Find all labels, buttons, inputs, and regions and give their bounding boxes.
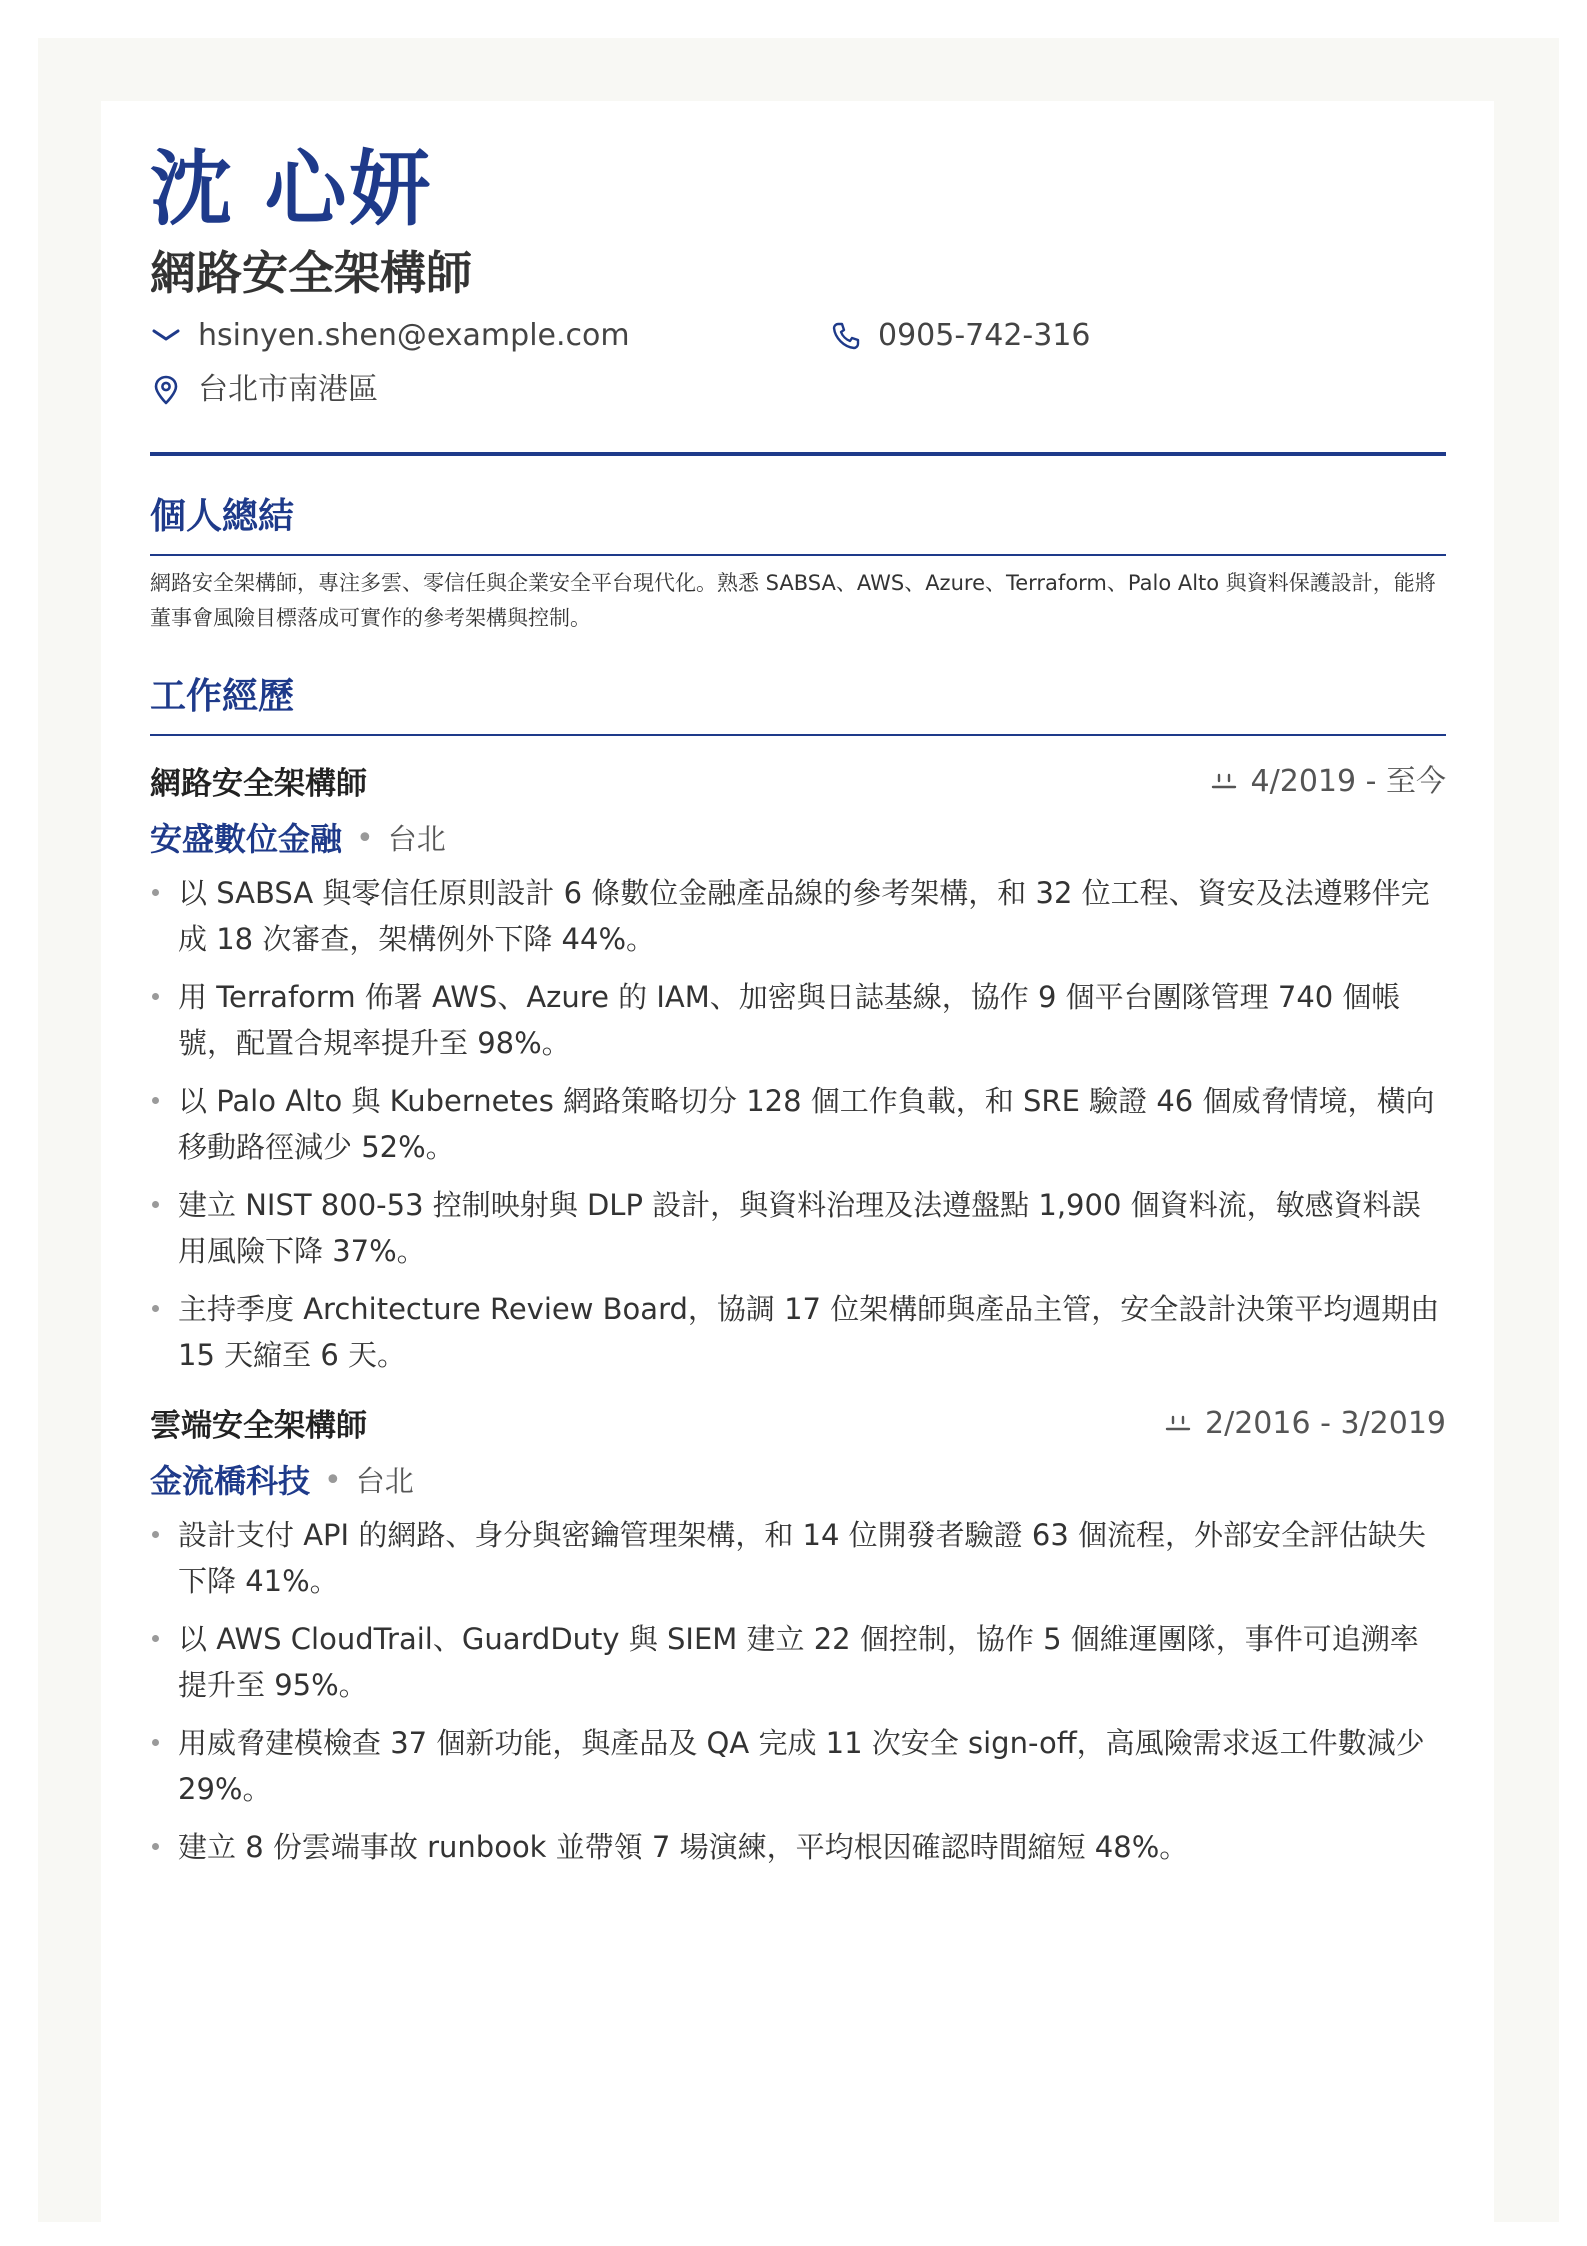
summary-heading: 個人總結 (150, 492, 1446, 556)
job-date (1211, 760, 1446, 804)
separator-dot: • (356, 821, 374, 856)
location-pin-icon (150, 374, 182, 406)
job-header (150, 760, 1446, 808)
bullet-item: 主持季度 Architecture Review Board，協調 17 位架構師與產品主管，安全設計決策平均週期由 15 天縮至 6 天。 (150, 1286, 1446, 1378)
calendar-icon (1211, 769, 1237, 795)
job-entry (150, 760, 1446, 1378)
job-date-text: 2/2016 - 3/2019 (1205, 1406, 1446, 1441)
contact-email[interactable] (150, 316, 630, 356)
bullet-item: 以 Palo Alto 與 Kubernetes 網路策略切分 128 個工作負載，和 SRE 驗證 46 個威脅情境，橫向移動路徑減少 52%。 (150, 1078, 1446, 1170)
contact-info (150, 316, 1446, 436)
email-text: hsinyen.shen@example.com (198, 318, 630, 353)
job-role: 網路安全架構師 (150, 766, 367, 802)
bullet-item: 用威脅建模檢查 37 個新功能，與產品及 QA 完成 11 次安全 sign-off，高風險需求返工件數減少 29%。 (150, 1720, 1446, 1812)
job-entry (150, 1402, 1446, 1870)
separator-dot: • (324, 1463, 342, 1498)
company-name: 安盛數位金融 (150, 820, 343, 858)
bullet-item: 以 AWS CloudTrail、GuardDuty 與 SIEM 建立 22 個控制，協作 5 個維運團隊，事件可追溯率提升至 95%。 (150, 1616, 1446, 1708)
job-date-text: 4/2019 - 至今 (1250, 764, 1446, 799)
phone-text: 0905-742-316 (878, 318, 1091, 353)
bullet-item: 以 SABSA 與零信任原則設計 6 條數位金融產品線的參考架構，和 32 位工程、資安及法遵夥伴完成 18 次審查，架構例外下降 44%。 (150, 870, 1446, 962)
job-bullets (150, 870, 1446, 1378)
job-org (150, 1458, 1446, 1504)
job-city: 台北 (387, 822, 446, 856)
calendar-icon (1165, 1411, 1191, 1437)
header-divider (150, 452, 1446, 456)
summary-text: 網路安全架構師，專注多雲、零信任與企業安全平台現代化。熟悉 SABSA、AWS、Azure、Terraform、Palo Alto 與資料保護設計，能將董事會風險目標落成可實作的參考架構與控制。 (150, 571, 1436, 630)
job-city: 台北 (355, 1464, 414, 1498)
resume-content (150, 140, 1446, 1882)
bullet-item: 建立 NIST 800-53 控制映射與 DLP 設計，與資料治理及法遵盤點 1,900 個資料流，敏感資料誤用風險下降 37%。 (150, 1182, 1446, 1274)
experience-heading: 工作經歷 (150, 672, 1446, 736)
job-date (1165, 1402, 1446, 1446)
job-bullets (150, 1512, 1446, 1870)
bullet-item: 建立 8 份雲端事故 runbook 並帶領 7 場演練，平均根因確認時間縮短 48%。 (150, 1824, 1446, 1870)
location-text: 台北市南港區 (198, 372, 378, 407)
contact-location (150, 370, 378, 410)
bullet-item: 用 Terraform 佈署 AWS、Azure 的 IAM、加密與日誌基線，協作 9 個平台團隊管理 740 個帳號，配置合規率提升至 98%。 (150, 974, 1446, 1066)
job-org (150, 816, 1446, 862)
candidate-title: 網路安全架構師 (150, 246, 472, 300)
chevron-mail-icon (150, 320, 182, 352)
job-role: 雲端安全架構師 (150, 1408, 367, 1444)
bullet-item: 設計支付 API 的網路、身分與密鑰管理架構，和 14 位開發者驗證 63 個流程，外部安全評估缺失下降 41%。 (150, 1512, 1446, 1604)
phone-icon (830, 320, 862, 352)
job-header (150, 1402, 1446, 1450)
contact-phone[interactable] (830, 316, 1091, 356)
company-name: 金流橋科技 (150, 1462, 311, 1500)
candidate-name: 沈 心妍 (150, 142, 433, 237)
